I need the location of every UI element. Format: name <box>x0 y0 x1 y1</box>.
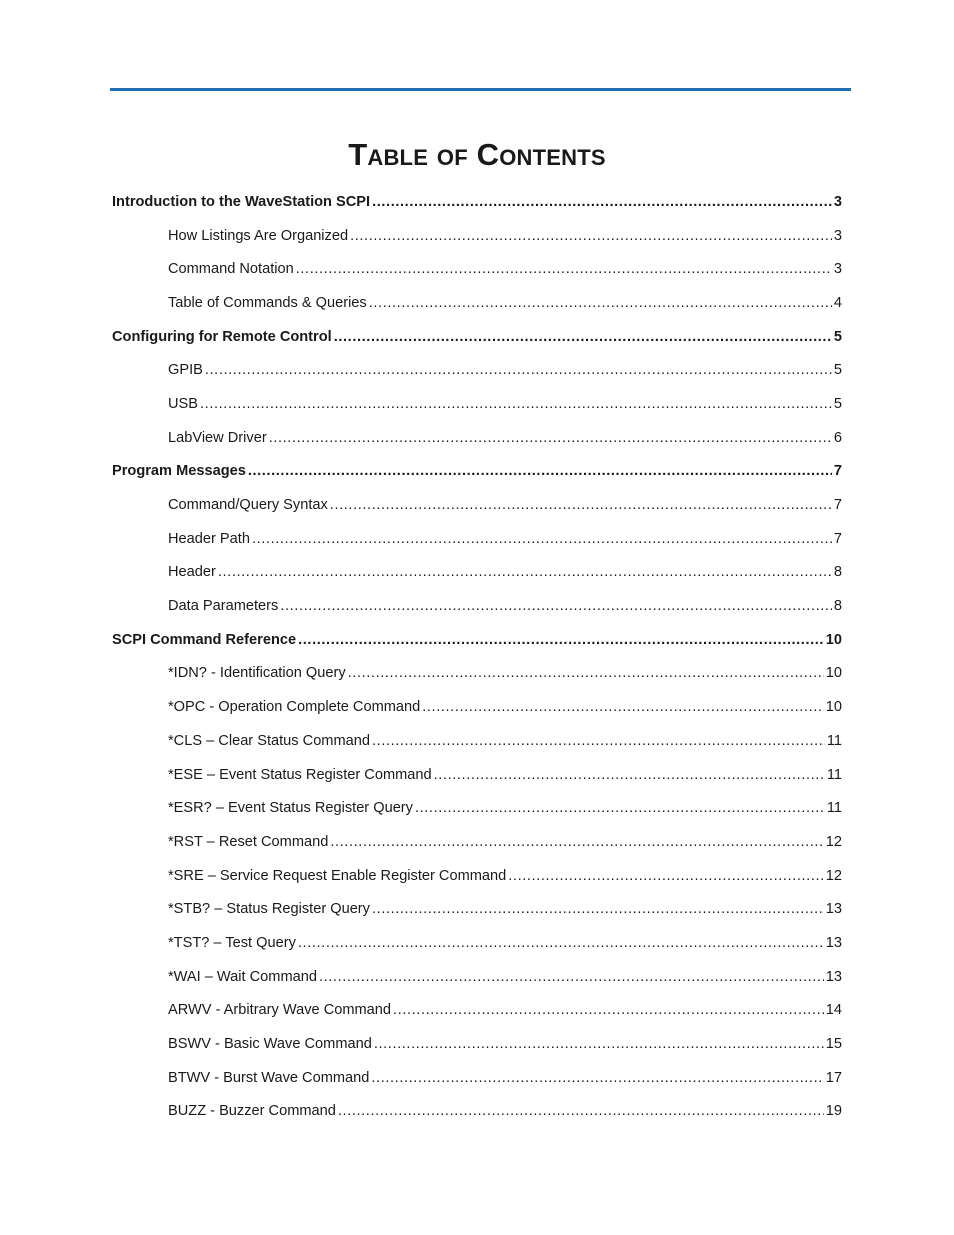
toc-section-entry[interactable] <box>112 320 842 354</box>
dot-leader <box>280 598 832 614</box>
toc-entry-page-number: 15 <box>825 1036 842 1053</box>
dot-leader <box>205 362 832 378</box>
toc-entry-page-number: 10 <box>825 665 842 682</box>
dot-leader <box>508 868 824 884</box>
toc-subsection-entry[interactable] <box>112 1027 842 1061</box>
dot-leader <box>330 834 823 850</box>
toc-entry-page-number: 13 <box>825 968 842 985</box>
toc-entry-label: How Listings Are Organized <box>168 227 349 244</box>
toc-subsection-entry[interactable] <box>112 724 842 758</box>
toc-entry-page-number: 14 <box>825 1002 842 1019</box>
toc-subsection-entry[interactable] <box>112 1095 842 1129</box>
toc-entry-page-number: 6 <box>833 429 842 446</box>
dot-leader <box>372 733 825 749</box>
toc-subsection-entry[interactable] <box>112 994 842 1028</box>
toc-section-entry[interactable] <box>112 623 842 657</box>
toc-subsection-entry[interactable] <box>112 421 842 455</box>
toc-entry-label: ARWV - Arbitrary Wave Command <box>168 1002 392 1019</box>
toc-entry-page-number: 7 <box>833 530 842 547</box>
toc-entry-page-number: 11 <box>826 766 842 783</box>
toc-subsection-entry[interactable] <box>112 252 842 286</box>
dot-leader <box>319 969 824 985</box>
toc-subsection-entry[interactable] <box>112 522 842 556</box>
toc-entry-page-number: 3 <box>833 261 842 278</box>
toc-subsection-entry[interactable] <box>112 758 842 792</box>
toc-entry-label: Introduction to the WaveStation SCPI <box>112 193 371 210</box>
toc-entry-label: *TST? – Test Query <box>168 934 296 951</box>
toc-section-entry[interactable] <box>112 185 842 219</box>
dot-leader <box>330 497 832 513</box>
toc-entry-page-number: 12 <box>825 867 842 884</box>
toc-entry-page-number: 11 <box>826 800 842 817</box>
toc-entry-page-number: 13 <box>825 934 842 951</box>
toc-entry-page-number: 3 <box>833 193 842 210</box>
toc-entry-label: BSWV - Basic Wave Command <box>168 1036 372 1053</box>
dot-leader <box>434 767 825 783</box>
toc-subsection-entry[interactable] <box>112 690 842 724</box>
toc-entry-page-number: 5 <box>833 328 842 345</box>
dot-leader <box>252 531 832 547</box>
dot-leader <box>338 1103 824 1119</box>
dot-leader <box>350 228 832 244</box>
toc-entry-label: *SRE – Service Request Enable Register Command <box>168 867 507 884</box>
toc-subsection-entry[interactable] <box>112 556 842 590</box>
toc-entry-page-number: 4 <box>833 294 842 311</box>
table-of-contents <box>112 185 842 1128</box>
toc-subsection-entry[interactable] <box>112 657 842 691</box>
toc-subsection-entry[interactable] <box>112 488 842 522</box>
dot-leader <box>298 935 824 951</box>
toc-entry-label: Command/Query Syntax <box>168 497 328 514</box>
dot-leader <box>334 329 832 345</box>
toc-subsection-entry[interactable] <box>112 219 842 253</box>
toc-entry-label: Table of Commands & Queries <box>168 294 367 311</box>
toc-subsection-entry[interactable] <box>112 387 842 421</box>
toc-section-entry[interactable] <box>112 455 842 489</box>
toc-subsection-entry[interactable] <box>112 859 842 893</box>
dot-leader <box>248 463 832 479</box>
toc-entry-page-number: 5 <box>833 395 842 412</box>
toc-entry-page-number: 19 <box>825 1103 842 1120</box>
toc-subsection-entry[interactable] <box>112 892 842 926</box>
toc-entry-label: *OPC - Operation Complete Command <box>168 699 421 716</box>
dot-leader <box>298 632 824 648</box>
toc-entry-label: BUZZ - Buzzer Command <box>168 1103 336 1120</box>
toc-entry-page-number: 3 <box>833 227 842 244</box>
dot-leader <box>369 295 832 311</box>
page-title: Table of Contents <box>348 137 606 172</box>
toc-entry-label: Header <box>168 564 216 581</box>
toc-entry-label: *STB? – Status Register Query <box>168 901 370 918</box>
dot-leader <box>372 194 832 210</box>
toc-entry-label: BTWV - Burst Wave Command <box>168 1069 370 1086</box>
toc-entry-label: *ESE – Event Status Register Command <box>168 766 432 783</box>
toc-entry-page-number: 8 <box>833 564 842 581</box>
dot-leader <box>296 261 832 277</box>
toc-entry-label: Data Parameters <box>168 598 279 615</box>
toc-entry-page-number: 10 <box>825 631 842 648</box>
dot-leader <box>422 699 824 715</box>
toc-entry-page-number: 17 <box>825 1069 842 1086</box>
dot-leader <box>393 1002 824 1018</box>
dot-leader <box>372 901 824 917</box>
dot-leader <box>200 396 832 412</box>
toc-subsection-entry[interactable] <box>112 960 842 994</box>
toc-entry-label: *RST – Reset Command <box>168 833 329 850</box>
header-rule <box>110 88 851 91</box>
dot-leader <box>371 1070 823 1086</box>
toc-entry-page-number: 7 <box>833 497 842 514</box>
toc-entry-page-number: 12 <box>825 833 842 850</box>
toc-entry-label: *ESR? – Event Status Register Query <box>168 800 413 817</box>
toc-subsection-entry[interactable] <box>112 926 842 960</box>
toc-subsection-entry[interactable] <box>112 791 842 825</box>
dot-leader <box>415 800 825 816</box>
toc-entry-label: SCPI Command Reference <box>112 631 297 648</box>
toc-subsection-entry[interactable] <box>112 353 842 387</box>
toc-entry-label: Header Path <box>168 530 250 547</box>
toc-entry-label: *WAI – Wait Command <box>168 968 317 985</box>
toc-entry-page-number: 8 <box>833 598 842 615</box>
toc-entry-label: Command Notation <box>168 261 294 278</box>
toc-entry-label: USB <box>168 395 199 412</box>
dot-leader <box>374 1036 824 1052</box>
toc-entry-page-number: 7 <box>833 463 842 480</box>
toc-entry-page-number: 10 <box>825 699 842 716</box>
toc-subsection-entry[interactable] <box>112 286 842 320</box>
toc-entry-label: GPIB <box>168 362 203 379</box>
toc-subsection-entry[interactable] <box>112 589 842 623</box>
toc-entry-label: *CLS – Clear Status Command <box>168 732 370 749</box>
dot-leader <box>348 665 824 681</box>
toc-entry-label: LabView Driver <box>168 429 267 446</box>
toc-entry-label: Program Messages <box>112 463 246 480</box>
toc-entry-page-number: 5 <box>833 362 842 379</box>
toc-subsection-entry[interactable] <box>112 825 842 859</box>
dot-leader <box>269 430 832 446</box>
dot-leader <box>218 564 832 580</box>
toc-entry-label: *IDN? - Identification Query <box>168 665 346 682</box>
toc-subsection-entry[interactable] <box>112 1061 842 1095</box>
toc-entry-label: Configuring for Remote Control <box>112 328 332 345</box>
toc-entry-page-number: 13 <box>825 901 842 918</box>
toc-entry-page-number: 11 <box>826 732 842 749</box>
